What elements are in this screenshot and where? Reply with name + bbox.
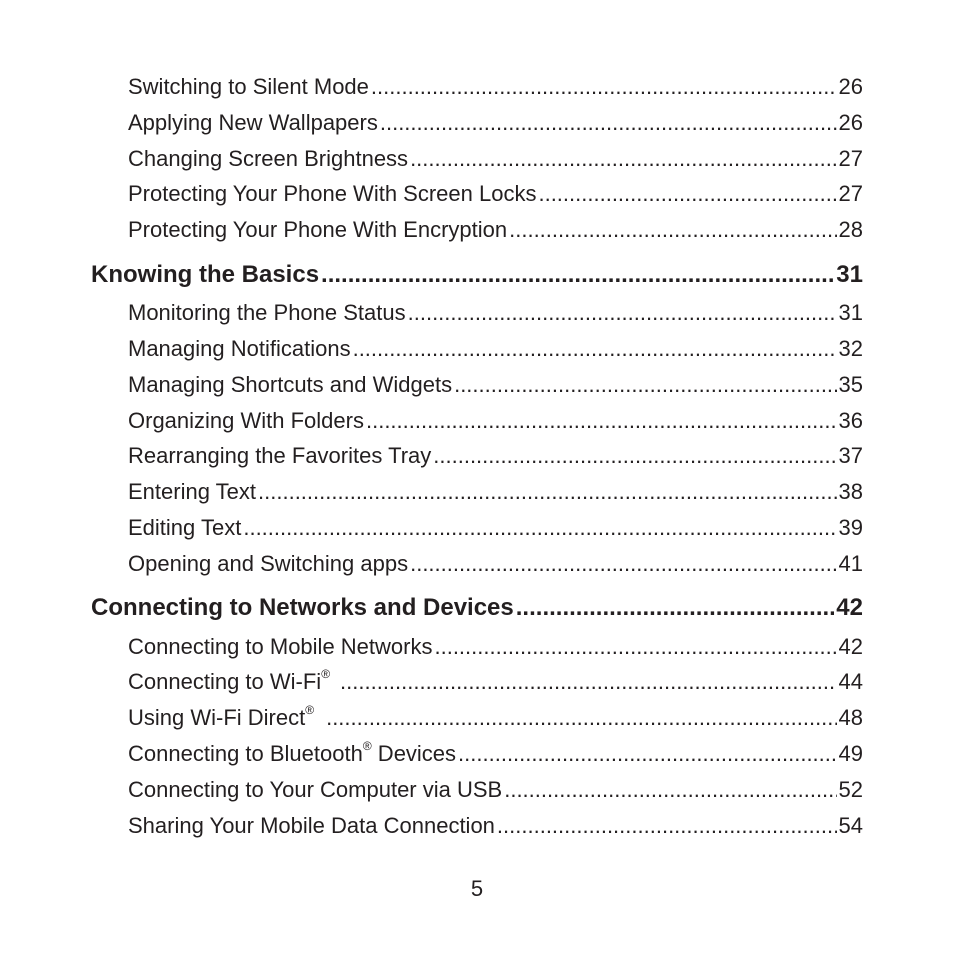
toc-entry-title: Organizing With Folders	[128, 408, 364, 433]
toc-entry-page: 42	[838, 634, 863, 659]
toc-entry-page: 31	[838, 300, 863, 325]
dot-leader	[497, 811, 837, 841]
dot-leader	[340, 667, 836, 697]
registered-mark: ®	[362, 739, 372, 753]
toc-entry	[128, 215, 863, 245]
toc-entry-title: Rearranging the Favorites Tray	[128, 443, 432, 468]
toc-entry-title	[128, 703, 314, 733]
toc-entry	[128, 703, 863, 733]
toc-entry	[128, 179, 863, 209]
toc-entry-page: 32	[838, 336, 863, 361]
toc-entry-page: 36	[838, 408, 863, 433]
toc-entry-page: 35	[838, 372, 863, 397]
toc-entry	[128, 775, 863, 805]
dot-leader	[326, 703, 836, 733]
toc-entry-page: 27	[838, 146, 863, 171]
toc-section-title: Connecting to Networks and Devices	[91, 594, 514, 621]
toc-entry	[128, 632, 863, 662]
toc-entry	[128, 667, 863, 697]
toc-section-heading	[91, 259, 863, 291]
toc-entry-page: 28	[838, 217, 863, 242]
dot-leader	[516, 592, 835, 624]
toc-entry-title: Connecting to Mobile Networks	[128, 634, 433, 659]
toc-entry-title	[128, 739, 456, 769]
dot-leader	[410, 144, 836, 174]
dot-leader	[353, 334, 837, 364]
toc-entry-title: Opening and Switching apps	[128, 551, 409, 576]
toc-entry-page: 26	[838, 110, 863, 135]
dot-leader	[434, 632, 836, 662]
toc-entry-title: Switching to Silent Mode	[128, 74, 369, 99]
toc-entry	[128, 406, 863, 436]
toc-entry-title: Connecting to Your Computer via USB	[128, 777, 503, 802]
toc-entry-title: Entering Text	[128, 479, 257, 504]
toc-entry-title-suffix: Devices	[371, 741, 457, 766]
toc-entry	[128, 513, 863, 543]
toc-section-heading	[91, 592, 863, 624]
toc-entry-page: 38	[838, 479, 863, 504]
toc-entry	[128, 334, 863, 364]
toc-entry	[128, 549, 863, 579]
toc-entry	[128, 144, 863, 174]
toc-entry-title-text: Connecting to Bluetooth	[128, 741, 363, 766]
toc-entry-page: 52	[838, 777, 863, 802]
page-number: 5	[470, 876, 484, 901]
toc-entry-page: 27	[838, 181, 863, 206]
toc-entry-page: 37	[838, 443, 863, 468]
toc-entry	[128, 811, 863, 841]
toc-entry-page: 39	[838, 515, 863, 540]
dot-leader	[458, 739, 836, 769]
toc-entry	[128, 298, 863, 328]
registered-mark: ®	[321, 667, 331, 681]
dot-leader	[321, 259, 834, 291]
dot-leader	[454, 370, 836, 400]
toc-entry-title	[128, 667, 330, 697]
toc-section-title: Knowing the Basics	[91, 261, 320, 288]
toc-entry-title: Editing Text	[128, 515, 242, 540]
dot-leader	[408, 298, 837, 328]
toc-entry-title: Sharing Your Mobile Data Connection	[128, 813, 495, 838]
dot-leader	[366, 406, 837, 436]
dot-leader	[504, 775, 836, 805]
toc-section-page: 42	[836, 594, 863, 621]
dot-leader	[258, 477, 837, 507]
toc-entry-title: Monitoring the Phone Status	[128, 300, 406, 325]
toc-entry-page: 54	[838, 813, 863, 838]
toc-section-page: 31	[836, 261, 863, 288]
toc-entry	[128, 441, 863, 471]
toc-entry-page: 26	[838, 74, 863, 99]
toc-entry	[128, 370, 863, 400]
dot-leader	[410, 549, 836, 579]
toc-entry	[128, 72, 863, 102]
toc-entry-page: 49	[838, 741, 863, 766]
dot-leader	[380, 108, 837, 138]
toc-entry-page: 41	[838, 551, 863, 576]
toc-entry-page: 48	[838, 705, 863, 730]
dot-leader	[243, 513, 836, 543]
toc-entry	[128, 739, 863, 769]
toc-entry-title: Changing Screen Brightness	[128, 146, 409, 171]
dot-leader	[371, 72, 837, 102]
toc-entry-title: Protecting Your Phone With Encryption	[128, 217, 508, 242]
toc-entry-title: Managing Notifications	[128, 336, 351, 361]
toc-entry-title-text: Connecting to Wi-Fi	[128, 669, 322, 694]
toc-entry	[128, 477, 863, 507]
dot-leader	[538, 179, 836, 209]
toc-entry-title-text: Using Wi-Fi Direct	[128, 705, 306, 730]
toc-entry-title: Protecting Your Phone With Screen Locks	[128, 181, 537, 206]
toc-entry	[128, 108, 863, 138]
registered-mark: ®	[305, 703, 315, 717]
dot-leader	[433, 441, 836, 471]
toc-entry-title: Managing Shortcuts and Widgets	[128, 372, 453, 397]
toc-entry-page: 44	[838, 669, 863, 694]
dot-leader	[509, 215, 836, 245]
toc-entry-title: Applying New Wallpapers	[128, 110, 378, 135]
